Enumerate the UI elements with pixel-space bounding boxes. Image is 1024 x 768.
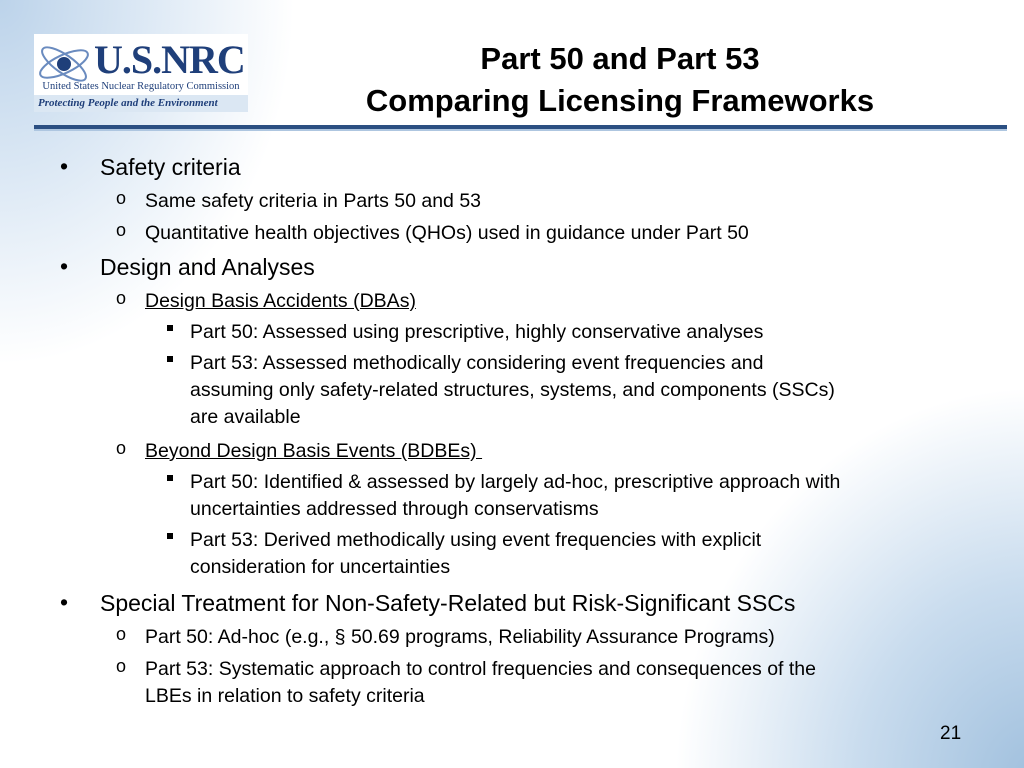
square-bullet-marker <box>167 475 173 481</box>
dba-part53-line-3: are available <box>190 406 301 428</box>
special-part53-line-1: Part 53: Systematic approach to control frequencies and consequences of the <box>145 658 816 680</box>
bdbe-part50-line-1: Part 50: Identified & assessed by largely ad-hoc, prescriptive approach with <box>190 471 841 493</box>
logo-tagline: Protecting People and the Environment <box>34 95 248 112</box>
sub-bullet-marker: o <box>116 220 127 240</box>
page-number: 21 <box>940 723 962 744</box>
sub-bullet-bdbes: Beyond Design Basis Events (BDBEs) <box>145 440 483 462</box>
bullet-design-analyses: Design and Analyses <box>100 254 315 280</box>
sub-bullet-qhos: Quantitative health objectives (QHOs) used in guidance under Part 50 <box>145 222 749 244</box>
sub-bullet-marker: o <box>116 188 127 208</box>
special-part50: Part 50: Ad-hoc (e.g., § 50.69 programs, Reliability Assurance Programs) <box>145 626 775 648</box>
bullet-marker: • <box>60 589 69 615</box>
sub-bullet-marker: o <box>116 438 127 458</box>
sub-bullet-marker: o <box>116 288 127 308</box>
bdbe-part53-line-1: Part 53: Derived methodically using event frequencies with explicit <box>190 529 762 551</box>
bullet-marker: • <box>60 253 69 279</box>
square-bullet-marker <box>167 356 173 362</box>
sub-bullet-same-criteria: Same safety criteria in Parts 50 and 53 <box>145 190 482 212</box>
dba-part53-line-2: assuming only safety-related structures, systems, and components (SSCs) <box>190 379 835 401</box>
logo-org-name: U.S.NRC <box>94 37 245 82</box>
dba-part53-line-1: Part 53: Assessed methodically considering event frequencies and <box>190 352 764 374</box>
slide-title-line-2: Comparing Licensing Frameworks <box>365 83 875 118</box>
bdbe-part53-line-2: consideration for uncertainties <box>190 556 451 578</box>
sub-bullet-dbas: Design Basis Accidents (DBAs) <box>145 290 416 312</box>
bullet-safety-criteria: Safety criteria <box>100 154 241 180</box>
logo-agency-name: United States Nuclear Regulatory Commission <box>42 81 240 92</box>
bullet-marker: • <box>60 153 69 179</box>
bdbe-part50-line-2: uncertainties addressed through conservatisms <box>190 498 599 520</box>
dba-part50: Part 50: Assessed using prescriptive, highly conservative analyses <box>190 321 764 343</box>
sub-bullet-marker: o <box>116 656 127 676</box>
special-part53-line-2: LBEs in relation to safety criteria <box>145 685 425 707</box>
sub-bullet-marker: o <box>116 624 127 644</box>
square-bullet-marker <box>167 533 173 539</box>
square-bullet-marker <box>167 325 173 331</box>
bullet-special-treatment: Special Treatment for Non-Safety-Related but Risk-Significant SSCs <box>100 590 796 616</box>
slide-title-line-1: Part 50 and Part 53 <box>480 41 760 76</box>
